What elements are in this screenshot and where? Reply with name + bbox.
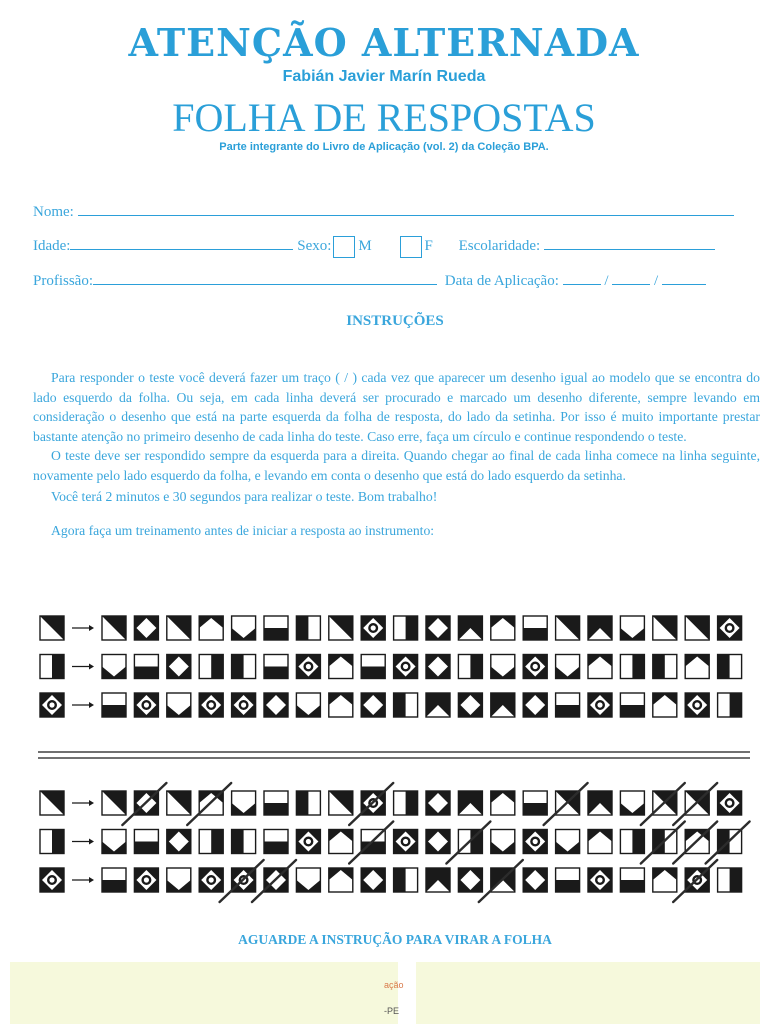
example-row2-item5-halfleft-symbol: [232, 830, 256, 854]
example-row2-item16-house-symbol: [588, 830, 612, 854]
example-row2-item14-circle-symbol: [523, 830, 547, 854]
example-row1-model-diag-symbol: [40, 791, 64, 815]
date-separator-2: /: [654, 273, 659, 289]
training-row1-item7-halfleft-symbol: [296, 616, 320, 640]
example-row3-mark13: [479, 860, 523, 902]
training-row1-item3-diag-symbol: [167, 616, 191, 640]
training-row1-item13-house-symbol: [491, 616, 515, 640]
example-row3-item14-diamond-symbol: [523, 868, 547, 892]
training-row2-arrow: [72, 664, 94, 670]
example-row3-item11-triangle-symbol: [426, 868, 450, 892]
example-row1-item20-circle-symbol: [718, 791, 742, 815]
example-row1-item17-invhouse-symbol: [620, 791, 644, 815]
training-row2-model-halfright-symbol: [40, 655, 64, 679]
training-row3-item12-diamond-symbol: [458, 693, 482, 717]
example-row2-item8-house-symbol: [329, 830, 353, 854]
example-row2-model-halfright-symbol: [40, 830, 64, 854]
training-row2-item2-halfbottom-symbol: [134, 655, 158, 679]
training-row2-item20-halfleft-symbol: [718, 655, 742, 679]
instructions-paragraph-2: O teste deve ser respondido sempre da esquerda para a direita. Quando chegar ao final de cada linha comece na linha seguinte, novamente pelo lado esquerdo da folha, e levando em conta o desenho que está do lado esquerdo da setinha.: [33, 448, 760, 483]
example-row2-item17-halfright-symbol: [620, 830, 644, 854]
example-row3-item7-invhouse-symbol: [296, 868, 320, 892]
footer-fragment-1: ação: [384, 980, 404, 990]
example-row1-mark15: [544, 783, 588, 825]
training-row2-item16-house-symbol: [588, 655, 612, 679]
wait-instruction: AGUARDE A INSTRUÇÃO PARA VIRAR A FOLHA: [238, 932, 552, 947]
training-row1-item14-halfbottom-symbol: [523, 616, 547, 640]
example-row1-mark9: [349, 783, 393, 825]
training-row1-item10-halfright-symbol: [394, 616, 418, 640]
training-row2-item6-halfbottom-symbol: [264, 655, 288, 679]
training-row2-item13-invhouse-symbol: [491, 655, 515, 679]
document-title: ATENÇÃO ALTERNADA: [128, 20, 640, 65]
example-row3-item2-circle-symbol: [134, 868, 158, 892]
training-row2-item17-halfright-symbol: [620, 655, 644, 679]
example-row3-item1-halfbottom-symbol: [102, 868, 126, 892]
training-row3-item10-halfleft-symbol: [394, 693, 418, 717]
training-row3-item16-circle-symbol: [588, 693, 612, 717]
age-label: Idade:: [33, 238, 71, 254]
example-row1-mark4: [187, 783, 231, 825]
training-row3-item20-halfright-symbol: [718, 693, 742, 717]
training-row1-item18-diag-symbol: [653, 616, 677, 640]
example-row3-model-circle-symbol: [40, 868, 64, 892]
example-row1-item11-diamond-symbol: [426, 791, 450, 815]
schooling-label: Escolaridade:: [458, 238, 541, 254]
training-row1-item2-diamond-symbol: [134, 616, 158, 640]
example-row1-item7-halfleft-symbol: [296, 791, 320, 815]
example-row1-item3-diag-symbol: [167, 791, 191, 815]
training-row3-item13-triangle-symbol: [491, 693, 515, 717]
footer-strip: [10, 962, 760, 1024]
footer-gap: [398, 962, 416, 1024]
example-row2-item3-diamond-symbol: [167, 830, 191, 854]
training-row2-item4-halfright-symbol: [199, 655, 223, 679]
training-row2-item11-diamond-symbol: [426, 655, 450, 679]
training-row3-item15-halfbottom-symbol: [556, 693, 580, 717]
example-row2-item15-invhouse-symbol: [556, 830, 580, 854]
training-row2-item19-house-symbol: [685, 655, 709, 679]
training-row3-item17-halfbottom-symbol: [620, 693, 644, 717]
training-row2-item9-halfbottom-symbol: [361, 655, 385, 679]
example-row2-item1-invhouse-symbol: [102, 830, 126, 854]
training-row1-item20-circle-symbol: [718, 616, 742, 640]
example-row3-item4-circle-symbol: [199, 868, 223, 892]
example-row1-item5-invhouse-symbol: [232, 791, 256, 815]
training-row3-item1-halfbottom-symbol: [102, 693, 126, 717]
training-row1-item5-invhouse-symbol: [232, 616, 256, 640]
training-row3-arrow: [72, 702, 94, 708]
training-row2-item1-invhouse-symbol: [102, 655, 126, 679]
example-row2-item13-invhouse-symbol: [491, 830, 515, 854]
example-row3-item3-invhouse-symbol: [167, 868, 191, 892]
training-row2-item14-circle-symbol: [523, 655, 547, 679]
example-row3-item9-diamond-symbol: [361, 868, 385, 892]
example-row3-arrow: [72, 877, 94, 883]
training-row3-item14-diamond-symbol: [523, 693, 547, 717]
training-row2-item15-invhouse-symbol: [556, 655, 580, 679]
example-row1-item10-halfright-symbol: [394, 791, 418, 815]
training-row1-arrow: [72, 625, 94, 631]
author-name: Fabián Javier Marín Rueda: [282, 68, 486, 85]
example-row2-mark9: [349, 822, 393, 864]
training-row1-item1-diag-symbol: [102, 616, 126, 640]
example-row3-item17-halfbottom-symbol: [620, 868, 644, 892]
example-row3-item10-halfleft-symbol: [394, 868, 418, 892]
training-row3-item11-triangle-symbol: [426, 693, 450, 717]
sex-m-label: M: [358, 238, 372, 254]
training-row1-item16-triangle-symbol: [588, 616, 612, 640]
example-row2-item2-halfbottom-symbol: [134, 830, 158, 854]
training-row3-item3-invhouse-symbol: [167, 693, 191, 717]
instructions-paragraph-4: Agora faça um treinamento antes de iniciar a resposta ao instrumento:: [51, 522, 435, 538]
training-row2-item5-halfleft-symbol: [232, 655, 256, 679]
date-label: Data de Aplicação:: [444, 273, 559, 289]
example-row3-item18-house-symbol: [653, 868, 677, 892]
example-row3-item12-diamond-symbol: [458, 868, 482, 892]
example-row1-item12-triangle-symbol: [458, 791, 482, 815]
instructions-paragraph-3: Você terá 2 minutos e 30 segundos para realizar o teste. Bom trabalho!: [51, 489, 438, 504]
training-row3-item8-house-symbol: [329, 693, 353, 717]
training-row1-item12-triangle-symbol: [458, 616, 482, 640]
example-row3-item16-circle-symbol: [588, 868, 612, 892]
training-row1-item9-circle-symbol: [361, 616, 385, 640]
example-row1-item8-diag-symbol: [329, 791, 353, 815]
example-row2-mark12: [446, 822, 490, 864]
profession-label: Profissão:: [33, 273, 93, 289]
example-row2-item7-circle-symbol: [296, 830, 320, 854]
sex-f-label: F: [424, 238, 433, 254]
training-row2-item12-halfright-symbol: [458, 655, 482, 679]
example-row2-item10-circle-symbol: [394, 830, 418, 854]
example-row1-item14-halfbottom-symbol: [523, 791, 547, 815]
sex-label: Sexo:: [297, 238, 332, 254]
training-row3-item18-house-symbol: [653, 693, 677, 717]
example-row1-mark2: [122, 783, 166, 825]
training-row2-item3-diamond-symbol: [167, 655, 191, 679]
training-row3-item6-diamond-symbol: [264, 693, 288, 717]
example-row1-item16-triangle-symbol: [588, 791, 612, 815]
training-row3-item4-circle-symbol: [199, 693, 223, 717]
subtitle: Parte integrante do Livro de Aplicação (vol. 2) da Coleção BPA.: [219, 141, 549, 153]
example-row2-item6-halfbottom-symbol: [264, 830, 288, 854]
training-row1-model-diag-symbol: [40, 616, 64, 640]
training-row2-item18-halfleft-symbol: [653, 655, 677, 679]
example-row2-arrow: [72, 839, 94, 845]
training-row1-item6-halfbottom-symbol: [264, 616, 288, 640]
example-row1-arrow: [72, 800, 94, 806]
example-row2-item11-diamond-symbol: [426, 830, 450, 854]
training-row1-item11-diamond-symbol: [426, 616, 450, 640]
example-row3-item15-halfbottom-symbol: [556, 868, 580, 892]
name-label: Nome:: [33, 204, 74, 220]
example-row1-item13-house-symbol: [491, 791, 515, 815]
footer-fragment-2: -PE: [384, 1006, 400, 1016]
date-separator-1: /: [604, 273, 609, 289]
training-row1-item4-house-symbol: [199, 616, 223, 640]
training-row3-item7-invhouse-symbol: [296, 693, 320, 717]
training-row2-item8-house-symbol: [329, 655, 353, 679]
training-row3-item9-diamond-symbol: [361, 693, 385, 717]
training-row3-item2-circle-symbol: [134, 693, 158, 717]
training-row3-item5-circle-symbol: [232, 693, 256, 717]
training-row1-item8-diag-symbol: [329, 616, 353, 640]
example-row2-item4-halfright-symbol: [199, 830, 223, 854]
example-row3-mark19: [673, 860, 717, 902]
example-row1-item6-halfbottom-symbol: [264, 791, 288, 815]
sheet-title: FOLHA DE RESPOSTAS: [172, 95, 596, 140]
example-row3-item20-halfright-symbol: [718, 868, 742, 892]
example-row1-item1-diag-symbol: [102, 791, 126, 815]
example-row3-item8-house-symbol: [329, 868, 353, 892]
training-row3-model-circle-symbol: [40, 693, 64, 717]
instructions-title: INSTRUÇÕES: [346, 313, 444, 329]
training-row3-item19-circle-symbol: [685, 693, 709, 717]
training-row2-item7-circle-symbol: [296, 655, 320, 679]
training-row1-item17-invhouse-symbol: [620, 616, 644, 640]
training-row1-item19-diag-symbol: [685, 616, 709, 640]
training-row1-item15-diag-symbol: [556, 616, 580, 640]
training-row2-item10-circle-symbol: [394, 655, 418, 679]
instructions-paragraph-1: Para responder o teste você deverá fazer um traço ( / ) cada vez que aparecer um desenho igual ao modelo que se encontra do lado esquerdo da folha. Ou seja, em cada linha deverá ser procurado e marcado um desenho diferente, sempre levando em consideração o desenho que está na parte esquerda da folha de resposta, do lado da setinha. Por isso é muito importante prestar bastante atenção no primeiro desenho de cada linha do teste. Caso erre, faça um círculo e continue respondendo o teste.: [33, 370, 760, 444]
